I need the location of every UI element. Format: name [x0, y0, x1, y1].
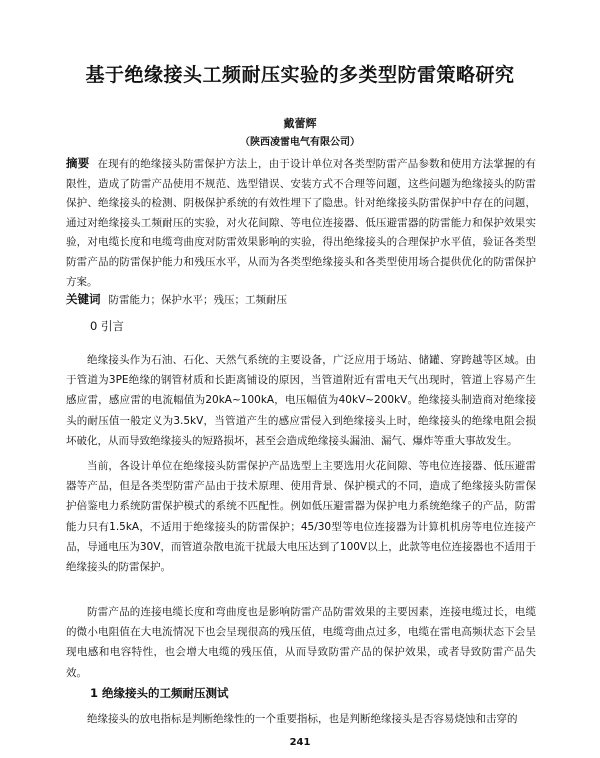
body-paragraph: 绝缘接头作为石油、石化、天然气系统的主要设备，广泛应用于场站、储罐、穿跨越等区域。由于管道为3PE绝缘的钢管材质和长距离铺设的原因，当管道附近有雷电天气出现时，管道上容易产生感应雷，感应雷的电流幅值为20kA~100kA，电压幅值为40kV~200kV。绝缘接头制造商对绝缘接头的耐压值一般定义为3.5kV，当管道产生的感应雷侵入到绝缘接头上时，绝缘接头的绝缘电阻会损坏破化，从而导致绝缘接头的短路损坏，甚至会造成绝缘接头漏油、漏气、爆炸等重大事故发生。 [66, 354, 536, 447]
paper-title: 基于绝缘接头工频耐压实验的多类型防雷策略研究 [85, 64, 515, 86]
author-affiliation: （陕西凌雷电气有限公司） [240, 137, 360, 148]
body-paragraph: 绝缘接头的放电指标是判断绝缘性的一个重要指标，也是判断绝缘接头是否容易烧蚀和击穿的 [87, 713, 518, 725]
abstract [66, 154, 536, 292]
keywords-label: 关键词 [66, 292, 101, 306]
keywords [66, 290, 536, 310]
section-heading-1: 1 绝缘接头的工频耐压测试 [90, 686, 229, 700]
body-paragraph: 当前，各设计单位在绝缘接头防雷保护产品选型上主要选用火花间隙、等电位连接器、低压避雷器等产品，但是各类型防雷产品由于技术原理、使用背景、保护模式的不同，造成了绝缘接头防雷保护倍鉴电力系统防雷保护模式的系统不匹配性。例如低压避雷器为保护电力系统绝缘子的产品，防雷能力只有1.5kA，不适用于绝缘接头的防雷保护；45/30型等电位连接器为计算机机房等电位连接产品，导通电压为30V，而管道杂散电流干扰最大电压达到了100V以上，此款等电位连接器也不适用于绝缘接头的防雷保护。 [66, 460, 536, 574]
page-number: 241 [289, 737, 311, 748]
keywords-text: 防雷能力；保护水平；残压；工频耐压 [108, 294, 287, 306]
abstract-text: 在现有的绝缘接头防雷保护方法上，由于设计单位对各类型防雷产品参数和使用方法掌握的有限性，造成了防雷产品使用不规范、选型错误、安装方式不合理等问题，这些问题为绝缘接头的防雷保护、绝缘接头的检测、阴极保护系统的有效性埋下了隐患。针对绝缘接头防雷保护中存在的问题，通过对绝缘接头工频耐压的实验，对火花间隙、等电位连接器、低压避雷器的防雷能力和保护效果实验，对电缆长度和电缆弯曲度对防雷效果影响的实验，得出绝缘接头的合理保护水平值，验证各类型防雷产品的防雷保护能力和残压水平，从而为各类型绝缘接头和各类型使用场合提供优化的防雷保护方案。 [66, 158, 536, 288]
body-paragraph: 防雷产品的连接电缆长度和弯曲度也是影响防雷产品防雷效果的主要因素，连接电缆过长，电缆的微小电阻值在大电流情况下也会呈现很高的残压值，电缆弯曲点过多，电缆在雷电高频状态下会呈现电感和电容特性，也会增大电缆的残压值，从而导致防雷产品的保护效果，或者导致防雷产品失效。 [66, 606, 536, 679]
author-name: 戴蕾辉 [283, 117, 317, 130]
abstract-label: 摘要 [66, 156, 90, 170]
section-heading-intro: 0 引言 [90, 319, 124, 333]
